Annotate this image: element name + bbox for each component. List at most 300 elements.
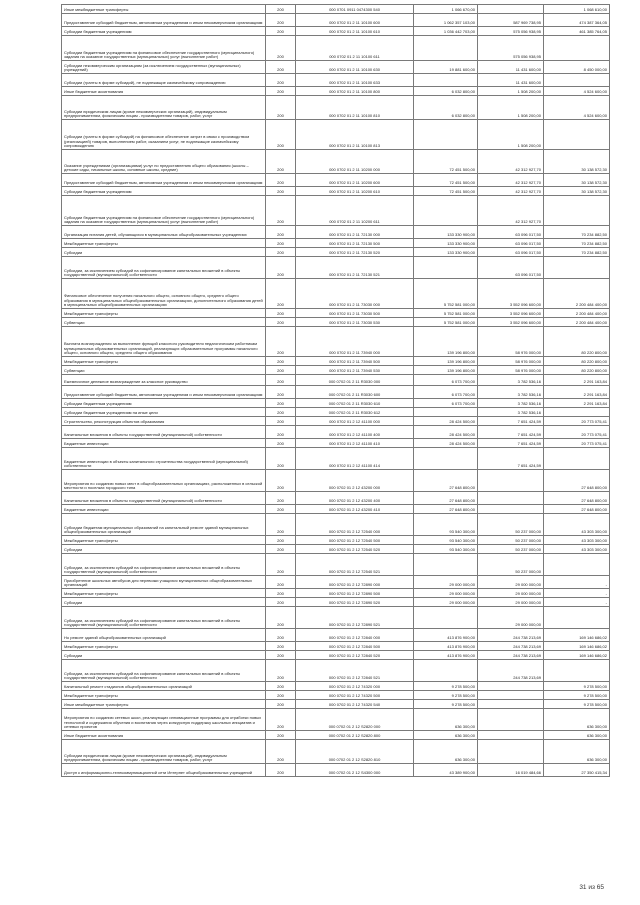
row-executed-amount: 7 651 424,59 xyxy=(478,448,544,470)
table-row xyxy=(62,366,610,375)
row-code: 200 xyxy=(266,417,296,426)
row-classification-code: 000 0702 01 2 12 74320 500 xyxy=(296,691,414,700)
row-executed-amount xyxy=(478,740,544,764)
row-classification-code: 000 0702 01 2 12 72840 000 xyxy=(296,629,414,642)
row-approved-amount: 28 424 500,00 xyxy=(414,417,478,426)
table-row xyxy=(62,196,610,226)
row-approved-amount: 29 000 000,00 xyxy=(414,589,478,598)
row-code: 200 xyxy=(266,74,296,87)
table-row xyxy=(62,248,610,257)
row-approved-amount: 29 000 000,00 xyxy=(414,576,478,589)
row-unexecuted-amount: 27 648 800,00 xyxy=(544,470,610,492)
row-name: Субсидии, за исключением субсидий на софинансирование капитальных вложений в объекты государственной (муниципальной) собственности xyxy=(62,660,266,682)
row-executed-amount: 63 096 017,50 xyxy=(478,226,544,239)
row-approved-amount xyxy=(414,74,478,87)
row-classification-code: 000 0702 01 2 11 10100 633 xyxy=(296,74,414,87)
row-executed-amount xyxy=(478,700,544,709)
row-name: Межбюджетные трансферты xyxy=(62,239,266,248)
table-row xyxy=(62,96,610,120)
row-name: Предоставление субсидий бюджетным, автономным учреждениям и иным некоммерческим организациям xyxy=(62,386,266,399)
row-approved-amount: 6 073 700,00 xyxy=(414,386,478,399)
row-executed-amount xyxy=(478,5,544,14)
row-code: 200 xyxy=(266,327,296,357)
row-classification-code: 000 0702 01 2 12 72890 000 xyxy=(296,576,414,589)
row-code: 200 xyxy=(266,14,296,27)
row-unexecuted-amount: 80 220 800,00 xyxy=(544,357,610,366)
row-code: 200 xyxy=(266,505,296,514)
row-classification-code: 000 0702 01 2 12 72840 521 xyxy=(296,660,414,682)
row-code: 200 xyxy=(266,375,296,386)
row-name: Предоставление субсидий бюджетным, автономным учреждениям и иным некоммерческим организациям xyxy=(62,174,266,187)
row-approved-amount xyxy=(414,257,478,279)
row-executed-amount: 50 237 000,00 xyxy=(478,554,544,576)
row-code: 200 xyxy=(266,226,296,239)
row-approved-amount: 93 540 300,00 xyxy=(414,536,478,545)
row-unexecuted-amount: 1 068 610,00 xyxy=(544,5,610,14)
row-executed-amount: 3 552 096 600,00 xyxy=(478,309,544,318)
table-row xyxy=(62,309,610,318)
row-name: Субсидии бюджетным учреждениям xyxy=(62,27,266,36)
row-approved-amount: 139 196 800,00 xyxy=(414,357,478,366)
row-approved-amount: 9 278 500,00 xyxy=(414,700,478,709)
row-approved-amount: 27 648 800,00 xyxy=(414,470,478,492)
row-code: 200 xyxy=(266,426,296,439)
row-name: Субсидии бюджетным учреждениям xyxy=(62,187,266,196)
row-classification-code: 000 0702 01 2 11 72130 520 xyxy=(296,248,414,257)
row-executed-amount: 7 651 424,59 xyxy=(478,426,544,439)
row-code: 200 xyxy=(266,248,296,257)
row-classification-code: 000 0702 01 2 12 74320 540 xyxy=(296,700,414,709)
row-name: Субсидии бюджетным учреждениям на финансовое обеспечение государственного (муниципального) задания на оказание государственных (муниципальных) услуг (выполнение работ) xyxy=(62,196,266,226)
table-row xyxy=(62,226,610,239)
row-executed-amount: 575 056 938,95 xyxy=(478,36,544,61)
table-row xyxy=(62,536,610,545)
row-classification-code: 000 0702 01 2 12 41100 400 xyxy=(296,426,414,439)
row-code: 200 xyxy=(266,386,296,399)
row-unexecuted-amount: 474 387 364,05 xyxy=(544,14,610,27)
row-code: 200 xyxy=(266,87,296,96)
row-name: Субсидии, за исключением субсидий на софинансирование капитальных вложений в объекты государственной (муниципальной) собственности xyxy=(62,554,266,576)
row-classification-code: 000 0702 01 2 12 72540 000 xyxy=(296,514,414,536)
row-unexecuted-amount: 4 524 600,00 xyxy=(544,96,610,120)
row-approved-amount xyxy=(414,196,478,226)
row-code: 200 xyxy=(266,5,296,14)
row-code: 200 xyxy=(266,239,296,248)
row-executed-amount: 63 096 017,50 xyxy=(478,257,544,279)
row-unexecuted-amount: 27 648 800,00 xyxy=(544,492,610,505)
row-executed-amount: 11 431 600,00 xyxy=(478,61,544,74)
row-code: 200 xyxy=(266,187,296,196)
row-unexecuted-amount: 30 138 572,30 xyxy=(544,150,610,174)
row-code: 200 xyxy=(266,709,296,731)
row-executed-amount xyxy=(478,505,544,514)
row-name: Капитальный ремонт стадионов общеобразовательных организаций xyxy=(62,682,266,691)
row-executed-amount: 7 651 424,59 xyxy=(478,417,544,426)
row-executed-amount: 575 056 938,95 xyxy=(478,27,544,36)
row-executed-amount xyxy=(478,470,544,492)
row-code: 200 xyxy=(266,174,296,187)
row-code: 200 xyxy=(266,257,296,279)
row-approved-amount xyxy=(414,607,478,629)
row-code: 200 xyxy=(266,27,296,36)
row-classification-code: 000 0702 01 2 11 73030 530 xyxy=(296,318,414,327)
row-classification-code: 000 0702 01 2 12 72540 520 xyxy=(296,545,414,554)
row-name: Субсидии некоммерческим организациям (за исключением государственных (муниципальных) учреждений) xyxy=(62,61,266,74)
table-row xyxy=(62,764,610,777)
row-classification-code: 000 0702 01 2 12 41100 000 xyxy=(296,417,414,426)
row-name: Субсидии бюджетным учреждениям на иные цели xyxy=(62,408,266,417)
table-row xyxy=(62,357,610,366)
row-name: Мероприятия по созданию сетевых школ, реализующих инновационные программы для отработки новых технологий и содержания обучения и воспитания через конкурсную поддержку школьных инициатив и сетевых проектов xyxy=(62,709,266,731)
row-approved-amount xyxy=(414,120,478,150)
row-classification-code: 000 0702 01 2 11 10100 630 xyxy=(296,61,414,74)
row-unexecuted-amount: 4 524 600,00 xyxy=(544,87,610,96)
row-executed-amount xyxy=(478,709,544,731)
row-unexecuted-amount xyxy=(544,36,610,61)
row-unexecuted-amount xyxy=(544,554,610,576)
row-approved-amount: 28 424 500,00 xyxy=(414,426,478,439)
row-executed-amount: 11 431 600,00 xyxy=(478,74,544,87)
table-row xyxy=(62,492,610,505)
table-row xyxy=(62,700,610,709)
row-classification-code: 000 0702 01 2 11 72130 521 xyxy=(296,257,414,279)
row-name: Субсидии xyxy=(62,545,266,554)
row-classification-code: 000 0702 01 2 12 43200 000 xyxy=(296,470,414,492)
table-row xyxy=(62,589,610,598)
row-executed-amount: 244 738 213,69 xyxy=(478,629,544,642)
row-name: Субсидии юридическим лицам (кроме некоммерческих организаций), индивидуальным предпринимателям, физическим лицам - производителям товаров, работ, услуг xyxy=(62,740,266,764)
table-row xyxy=(62,740,610,764)
row-name: Субсидии xyxy=(62,651,266,660)
row-code: 200 xyxy=(266,740,296,764)
table-row xyxy=(62,426,610,439)
row-approved-amount xyxy=(414,408,478,417)
row-approved-amount: 413 876 900,00 xyxy=(414,629,478,642)
row-executed-amount xyxy=(478,731,544,740)
row-approved-amount: 5 752 581 000,00 xyxy=(414,318,478,327)
row-unexecuted-amount: 43 303 300,00 xyxy=(544,536,610,545)
row-name: Межбюджетные трансферты xyxy=(62,536,266,545)
row-unexecuted-amount: 2 291 163,84 xyxy=(544,375,610,386)
row-name: Приобретение школьных автобусов для перевозки учащихся муниципальных общеобразовательных организаций xyxy=(62,576,266,589)
row-code: 200 xyxy=(266,589,296,598)
row-classification-code: 000 0702 01 2 12 41100 410 xyxy=(296,439,414,448)
row-unexecuted-amount xyxy=(544,607,610,629)
table-row xyxy=(62,14,610,27)
row-classification-code: 000 0702 01 2 11 10200 600 xyxy=(296,174,414,187)
row-name: Финансовое обеспечение получения начального общего, основного общего, среднего общего образования в муниципальных общеобразовательных организациях, дополнительного образования детей в муниципальных общеобразовательных организациях xyxy=(62,279,266,309)
row-classification-code: 000 0702 01 2 11 10100 600 xyxy=(296,14,414,27)
row-approved-amount xyxy=(414,660,478,682)
row-classification-code: 000 0702 01 2 11 10100 610 xyxy=(296,27,414,36)
row-name: Субсидии бюджетным учреждениям на финансовое обеспечение государственного (муниципального) задания на оказание государственных (муниципальных) услуг (выполнение работ) xyxy=(62,36,266,61)
row-code: 200 xyxy=(266,399,296,408)
row-code: 200 xyxy=(266,545,296,554)
row-classification-code: 000 0702 01 2 11 10200 611 xyxy=(296,196,414,226)
row-approved-amount: 9 278 500,00 xyxy=(414,682,478,691)
row-unexecuted-amount: 2 200 484 400,00 xyxy=(544,279,610,309)
table-row xyxy=(62,682,610,691)
row-unexecuted-amount: 2 200 484 400,00 xyxy=(544,318,610,327)
row-approved-amount: 93 540 300,00 xyxy=(414,545,478,554)
row-unexecuted-amount: 9 278 500,00 xyxy=(544,700,610,709)
row-executed-amount: 63 096 017,50 xyxy=(478,248,544,257)
table-row xyxy=(62,174,610,187)
row-classification-code: 000 0702 01 2 11 10100 611 xyxy=(296,36,414,61)
table-row xyxy=(62,386,610,399)
row-code: 200 xyxy=(266,357,296,366)
row-classification-code: 000 0702 01 2 12 74320 000 xyxy=(296,682,414,691)
row-name: Субсидии, за исключением субсидий на софинансирование капитальных вложений в объекты государственной (муниципальной) собственности xyxy=(62,607,266,629)
row-code: 200 xyxy=(266,120,296,150)
table-row xyxy=(62,470,610,492)
row-classification-code: 000 0702 01 2 11 10200 000 xyxy=(296,150,414,174)
row-executed-amount: 42 312 927,70 xyxy=(478,150,544,174)
row-code: 200 xyxy=(266,651,296,660)
row-approved-amount: 636 300,00 xyxy=(414,709,478,731)
row-name: Межбюджетные трансферты xyxy=(62,589,266,598)
row-unexecuted-amount: 2 200 484 400,00 xyxy=(544,309,610,318)
row-code: 200 xyxy=(266,700,296,709)
row-code: 200 xyxy=(266,607,296,629)
table-row xyxy=(62,239,610,248)
row-code: 200 xyxy=(266,576,296,589)
table-row xyxy=(62,327,610,357)
row-executed-amount: 58 976 000,00 xyxy=(478,327,544,357)
row-executed-amount: 3 552 096 600,00 xyxy=(478,279,544,309)
row-executed-amount xyxy=(478,691,544,700)
row-executed-amount: 63 096 017,50 xyxy=(478,239,544,248)
table-row xyxy=(62,408,610,417)
row-executed-amount: 244 738 213,69 xyxy=(478,651,544,660)
row-unexecuted-amount: 80 220 800,00 xyxy=(544,366,610,375)
row-executed-amount: 1 508 200,00 xyxy=(478,87,544,96)
row-executed-amount: 1 508 200,00 xyxy=(478,96,544,120)
row-classification-code: 000 0702 01 2 12 S2820 810 xyxy=(296,740,414,764)
row-approved-amount: 93 540 300,00 xyxy=(414,514,478,536)
row-executed-amount: 3 782 536,16 xyxy=(478,386,544,399)
row-approved-amount xyxy=(414,36,478,61)
row-approved-amount xyxy=(414,554,478,576)
row-unexecuted-amount: - xyxy=(544,589,610,598)
row-approved-amount: 1 062 357 103,00 xyxy=(414,14,478,27)
row-classification-code: 000 0702 01 2 12 43200 400 xyxy=(296,492,414,505)
row-unexecuted-amount: 27 648 800,00 xyxy=(544,505,610,514)
row-classification-code: 000 0702 01 2 12 72540 521 xyxy=(296,554,414,576)
row-classification-code: 000 0702 01 2 11 73940 500 xyxy=(296,357,414,366)
table-row xyxy=(62,439,610,448)
row-code: 200 xyxy=(266,309,296,318)
row-unexecuted-amount: 636 300,00 xyxy=(544,731,610,740)
row-code: 200 xyxy=(266,660,296,682)
row-classification-code: 000 0702 01 2 11 73940 530 xyxy=(296,366,414,375)
row-classification-code: 000 0702 01 2 11 R3030 000 xyxy=(296,375,414,386)
row-unexecuted-amount: - xyxy=(544,576,610,589)
row-classification-code: 000 0702 01 2 12 S4300 000 xyxy=(296,764,414,777)
row-classification-code: 000 0702 01 2 11 73940 000 xyxy=(296,327,414,357)
row-name: Иные межбюджетные трансферты xyxy=(62,700,266,709)
row-approved-amount: 27 648 800,00 xyxy=(414,492,478,505)
row-code: 200 xyxy=(266,448,296,470)
row-unexecuted-amount: 43 303 300,00 xyxy=(544,514,610,536)
row-name: Бюджетные инвестиции xyxy=(62,439,266,448)
row-name: Капитальные вложения в объекты государственной (муниципальной) собственности xyxy=(62,492,266,505)
table-row xyxy=(62,375,610,386)
row-approved-amount: 28 424 500,00 xyxy=(414,439,478,448)
row-executed-amount: 58 976 000,00 xyxy=(478,366,544,375)
row-name: Субсидии юридическим лицам (кроме некоммерческих организаций), индивидуальным предпринимателям, физическим лицам - производителям товаров, работ, услуг xyxy=(62,96,266,120)
row-approved-amount: 29 000 000,00 xyxy=(414,598,478,607)
table-row xyxy=(62,36,610,61)
table-row xyxy=(62,399,610,408)
row-approved-amount: 72 451 500,00 xyxy=(414,150,478,174)
table-row xyxy=(62,61,610,74)
row-code: 200 xyxy=(266,629,296,642)
row-executed-amount: 42 312 927,70 xyxy=(478,187,544,196)
row-code: 200 xyxy=(266,492,296,505)
row-unexecuted-amount: 43 303 300,00 xyxy=(544,545,610,554)
row-unexecuted-amount: 80 220 800,00 xyxy=(544,327,610,357)
row-name: Субсидии (гранты в форме субсидий) на финансовое обеспечение затрат в связи с производством (реализацией) товаров, выполнением работ, оказанием услуг, не подлежащие казначейскому сопровождению xyxy=(62,120,266,150)
row-name: Но ремонт зданий общеобразовательных организаций xyxy=(62,629,266,642)
row-code: 200 xyxy=(266,196,296,226)
row-unexecuted-amount: 70 234 882,50 xyxy=(544,239,610,248)
row-approved-amount: 9 278 500,00 xyxy=(414,691,478,700)
row-approved-amount: 72 451 500,00 xyxy=(414,174,478,187)
row-unexecuted-amount xyxy=(544,408,610,417)
row-unexecuted-amount: 169 146 686,02 xyxy=(544,629,610,642)
table-row xyxy=(62,660,610,682)
row-unexecuted-amount: 169 146 686,02 xyxy=(544,642,610,651)
row-unexecuted-amount: 20 773 075,41 xyxy=(544,439,610,448)
row-executed-amount: 3 552 096 600,00 xyxy=(478,318,544,327)
row-unexecuted-amount xyxy=(544,120,610,150)
table-row xyxy=(62,279,610,309)
table-row xyxy=(62,731,610,740)
row-approved-amount: 5 752 581 000,00 xyxy=(414,309,478,318)
row-name: Субвенции xyxy=(62,318,266,327)
row-unexecuted-amount: 9 278 500,00 xyxy=(544,682,610,691)
row-code: 200 xyxy=(266,764,296,777)
row-classification-code: 000 0702 01 2 11 10100 810 xyxy=(296,96,414,120)
row-classification-code: 000 0702 01 2 12 72840 500 xyxy=(296,642,414,651)
row-approved-amount: 6 073 700,00 xyxy=(414,375,478,386)
row-code: 200 xyxy=(266,554,296,576)
row-approved-amount: 636 300,00 xyxy=(414,731,478,740)
row-approved-amount: 5 752 581 000,00 xyxy=(414,279,478,309)
table-row xyxy=(62,691,610,700)
row-classification-code: 000 0702 01 2 11 10100 800 xyxy=(296,87,414,96)
row-name: Выплата вознаграждения за выполнение функций классного руководителя педагогическим работникам муниципальных образовательных организаций, реализующих образовательные программы начального общего, основного общего, среднего общего образования xyxy=(62,327,266,357)
row-unexecuted-amount xyxy=(544,257,610,279)
row-approved-amount xyxy=(414,448,478,470)
row-approved-amount: 27 648 800,00 xyxy=(414,505,478,514)
table-row xyxy=(62,576,610,589)
row-executed-amount: 58 976 000,00 xyxy=(478,357,544,366)
row-classification-code: 000 0702 01 2 12 S2820 800 xyxy=(296,731,414,740)
row-name: Доступ к информационно-телекоммуникационной сети Интернет общеобразовательных учреждений xyxy=(62,764,266,777)
row-executed-amount: 3 782 536,16 xyxy=(478,399,544,408)
row-executed-amount: 50 237 000,00 xyxy=(478,536,544,545)
row-code: 200 xyxy=(266,642,296,651)
row-executed-amount xyxy=(478,682,544,691)
table-row xyxy=(62,5,610,14)
row-classification-code: 000 0702 01 2 11 R3030 612 xyxy=(296,408,414,417)
table-row xyxy=(62,514,610,536)
row-executed-amount: 29 000 000,00 xyxy=(478,598,544,607)
table-row xyxy=(62,257,610,279)
row-executed-amount xyxy=(478,492,544,505)
row-unexecuted-amount: 30 138 572,30 xyxy=(544,174,610,187)
row-executed-amount: 29 000 000,00 xyxy=(478,607,544,629)
row-executed-amount: 3 782 536,16 xyxy=(478,408,544,417)
row-unexecuted-amount: 461 385 764,05 xyxy=(544,27,610,36)
row-name: Межбюджетные трансферты xyxy=(62,642,266,651)
row-name: Субсидии (гранты в форме субсидий), не подлежащие казначейскому сопровождению xyxy=(62,74,266,87)
row-approved-amount: 413 876 900,00 xyxy=(414,642,478,651)
row-executed-amount: 587 969 738,95 xyxy=(478,14,544,27)
row-code: 200 xyxy=(266,408,296,417)
row-approved-amount: 139 196 800,00 xyxy=(414,327,478,357)
table-row xyxy=(62,150,610,174)
row-code: 200 xyxy=(266,366,296,375)
page-number: 31 из 65 xyxy=(579,884,604,891)
table-row xyxy=(62,598,610,607)
row-classification-code: 000 0702 01 2 12 S2820 000 xyxy=(296,709,414,731)
row-approved-amount: 6 032 800,00 xyxy=(414,87,478,96)
row-name: Организация питания детей, обучающихся в муниципальных общеобразовательных учреждениях xyxy=(62,226,266,239)
row-code: 200 xyxy=(266,470,296,492)
row-code: 200 xyxy=(266,279,296,309)
row-name: Субсидии бюджетным учреждениям xyxy=(62,399,266,408)
table-row xyxy=(62,448,610,470)
row-name: Межбюджетные трансферты xyxy=(62,309,266,318)
row-executed-amount: 7 651 424,59 xyxy=(478,439,544,448)
row-name: Мероприятия по созданию новых мест в общеобразовательных организациях, расположенных в сельской местности и поселках городского типа xyxy=(62,470,266,492)
row-approved-amount: 133 330 900,00 xyxy=(414,226,478,239)
row-name: Субсидии xyxy=(62,248,266,257)
row-classification-code: 000 0702 01 2 12 72840 520 xyxy=(296,651,414,660)
row-code: 200 xyxy=(266,682,296,691)
row-approved-amount: 72 451 500,00 xyxy=(414,187,478,196)
row-executed-amount: 29 000 000,00 xyxy=(478,576,544,589)
row-executed-amount: 42 312 927,70 xyxy=(478,174,544,187)
table-row xyxy=(62,651,610,660)
row-unexecuted-amount: 20 773 075,41 xyxy=(544,426,610,439)
row-classification-code: 000 0702 01 2 11 R3030 610 xyxy=(296,399,414,408)
row-classification-code: 000 0702 01 2 11 72130 500 xyxy=(296,239,414,248)
row-approved-amount: 19 881 600,00 xyxy=(414,61,478,74)
row-approved-amount: 6 073 700,00 xyxy=(414,399,478,408)
table-row xyxy=(62,187,610,196)
row-code: 200 xyxy=(266,514,296,536)
row-unexecuted-amount: 20 773 075,41 xyxy=(544,417,610,426)
row-classification-code: 000 0702 01 2 11 73030 500 xyxy=(296,309,414,318)
row-approved-amount: 43 389 900,00 xyxy=(414,764,478,777)
row-name: Иные бюджетные ассигнования xyxy=(62,731,266,740)
row-classification-code: 000 0702 01 2 12 72890 500 xyxy=(296,589,414,598)
row-classification-code: 000 0702 01 2 11 72130 000 xyxy=(296,226,414,239)
row-code: 200 xyxy=(266,691,296,700)
row-code: 200 xyxy=(266,598,296,607)
table-row xyxy=(62,642,610,651)
table-row xyxy=(62,545,610,554)
row-unexecuted-amount: 70 234 882,50 xyxy=(544,248,610,257)
row-unexecuted-amount xyxy=(544,74,610,87)
row-classification-code: 000 0702 01 2 11 R3030 600 xyxy=(296,386,414,399)
table-row xyxy=(62,318,610,327)
row-unexecuted-amount xyxy=(544,196,610,226)
